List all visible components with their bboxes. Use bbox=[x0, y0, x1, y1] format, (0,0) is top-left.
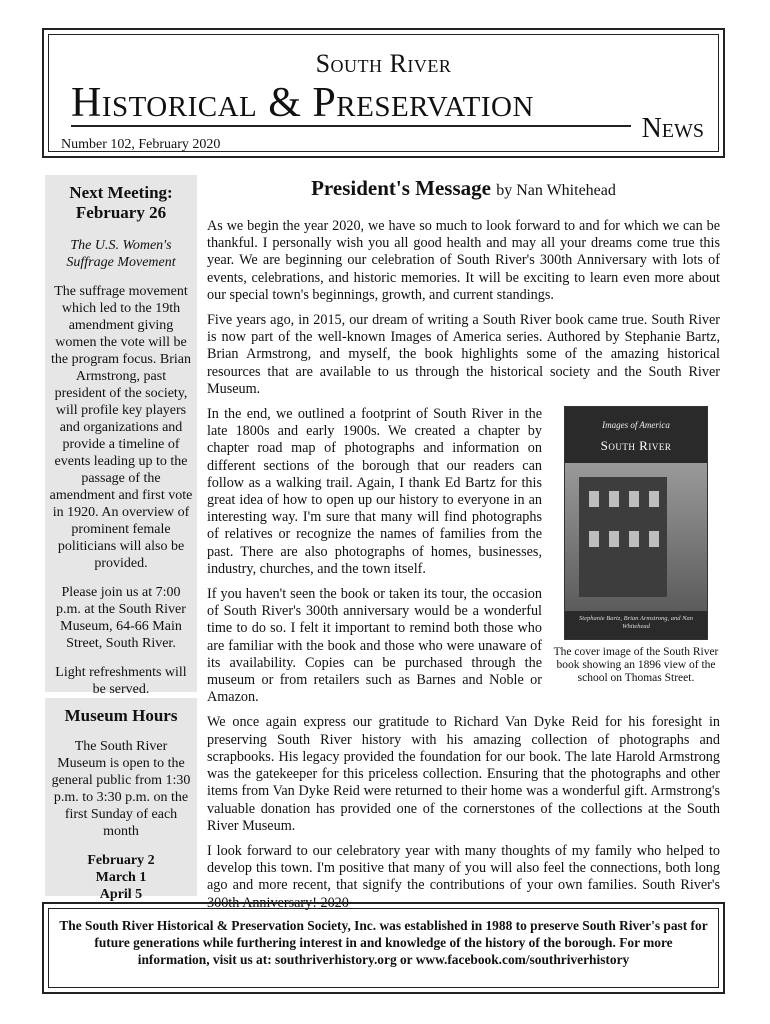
school-building bbox=[579, 477, 667, 597]
window bbox=[589, 491, 599, 507]
museum-hours-text: The South River Museum is open to the general public from 1:30 p.m. to 3:30 p.m. on the first Sunday of each month bbox=[51, 739, 191, 839]
footer-text: The South River Historical & Preservation Society, Inc. was established in 1988 to preserve South River's past for future generations while furthering interest in and knowledge of the history of the borough. For more information, visit us at: southriverhistory.org or www.facebook.com/southriverhistory bbox=[48, 908, 719, 988]
article-paragraph: We once again express our gratitude to Richard Van Dyke Reid for his foresight in preserving South River history with his amazing collection of photographs and scrapbooks. His legacy provided the foundation for our book. The late Harold Armstrong was the gatekeeper for this priceless collection. Ensuring that the photographs and other items from Van Dyke Reid were returned to their home was a wonderful gift. Armstrong's valuable donation has provided one of the cornerstones of the collections at the South River Museum. bbox=[207, 714, 720, 834]
book-cover-title: South River bbox=[600, 438, 672, 454]
masthead-top-title: South River bbox=[315, 49, 452, 78]
book-cover-photo bbox=[565, 463, 707, 615]
window bbox=[649, 491, 659, 507]
book-cover-image bbox=[564, 406, 708, 640]
society-footer bbox=[42, 902, 725, 994]
article-title-row bbox=[207, 175, 720, 204]
window bbox=[609, 531, 619, 547]
museum-open-dates bbox=[49, 852, 193, 903]
book-cover-figure bbox=[552, 406, 720, 685]
masthead-main-title: Historical & Preservation bbox=[71, 80, 534, 126]
meeting-refreshments: Light refreshments will be served. bbox=[55, 665, 187, 697]
book-cover-authors: Stephanie Bartz, Brian Armstrong, and Nan Whitehead bbox=[565, 611, 707, 639]
book-cover-caption: The cover image of the South River book showing an 1896 view of the school on Thomas Street. bbox=[553, 646, 719, 685]
book-cover-series: Images of America bbox=[602, 420, 670, 431]
next-meeting-date: February 26 bbox=[75, 203, 167, 222]
meeting-description: The suffrage movement which led to the 19th amendment giving women the vote will be the program focus. Brian Armstrong, past president of the society, will profile key players and organizations and provide a timeline of events leading up to the passage of the amendment and first vote in 1920. An overview of prominent female politicians will also be provided. bbox=[49, 284, 193, 571]
masthead bbox=[42, 28, 725, 158]
museum-hours-heading: Museum Hours bbox=[64, 706, 178, 725]
open-date: February 2 bbox=[87, 853, 155, 868]
masthead-rule bbox=[71, 125, 631, 127]
article-paragraph: In the end, we outlined a footprint of South River in the late 1800s and early 1900s. We created a chapter by chapter road map of photographs and information on different sections of the borough that our readers can follow as a walking trail. Again, I thank Ed Bartz for this great idea of how to open up our history to everyone in an interesting way. I'm sure that many will find photographs of relatives or recognize the names of families from the past. There are also photographs of homes, businesses, industry, churches, and the town itself. bbox=[207, 406, 542, 577]
meeting-topic: The U.S. Women's Suffrage Movement bbox=[66, 238, 176, 270]
window bbox=[649, 531, 659, 547]
book-cover-header bbox=[565, 407, 707, 463]
next-meeting-heading: Next Meeting: bbox=[69, 183, 173, 202]
issue-number: Number 102, February 2020 bbox=[61, 137, 221, 152]
article-byline: by Nan Whitehead bbox=[496, 182, 616, 199]
open-date: April 5 bbox=[99, 887, 143, 902]
window bbox=[609, 491, 619, 507]
article-paragraph: I look forward to our celebratory year with many thoughts of my family who helped to develop this town. I'm positive that many of you will also feel the connections, both long ago and more recent, that signify the contributions of your own families. South River's 300th Anniversary! 2020 bbox=[207, 842, 720, 911]
masthead-news-label: News bbox=[641, 113, 704, 144]
window bbox=[629, 531, 639, 547]
window bbox=[629, 491, 639, 507]
article-paragraph: If you haven't seen the book or taken its tour, the occasion of South River's 300th anniversary would be a wonderful time to do so. I felt it important to remind both those who are familiar with the book and those who were unaware of its availability. Copies can be purchased through the museum or from retailers such as Barnes and Noble or Amazon. bbox=[207, 586, 542, 706]
presidents-message bbox=[207, 175, 720, 920]
article-paragraph: Five years ago, in 2015, our dream of writing a South River book came true. South River is now part of the well-known Images of America series. Authored by Stephanie Bartz, Brian Armstrong, and myself, the book highlights some of the amazing historical resources that are available to us through the historical society and the South River Museum. bbox=[207, 312, 720, 397]
next-meeting-box bbox=[45, 175, 197, 697]
article-paragraph: As we begin the year 2020, we have so much to look forward to and for which we can be thankful. I personally wish you all good health and may all your dreams come true this year. We are beginning our celebration of South River's 300th Anniversary with lots of events, celebrations, and historic memories. It will be exciting to learn even more about our special town's beginnings, growth, and current standings. bbox=[207, 218, 720, 303]
masthead-frame bbox=[48, 34, 719, 152]
museum-hours-box bbox=[45, 698, 197, 902]
meeting-invite: Please join us at 7:00 p.m. at the South River Museum, 64-66 Main Street, South River. bbox=[56, 585, 186, 651]
open-date: March 1 bbox=[95, 870, 147, 885]
article-title: President's Message bbox=[311, 176, 491, 200]
window bbox=[589, 531, 599, 547]
